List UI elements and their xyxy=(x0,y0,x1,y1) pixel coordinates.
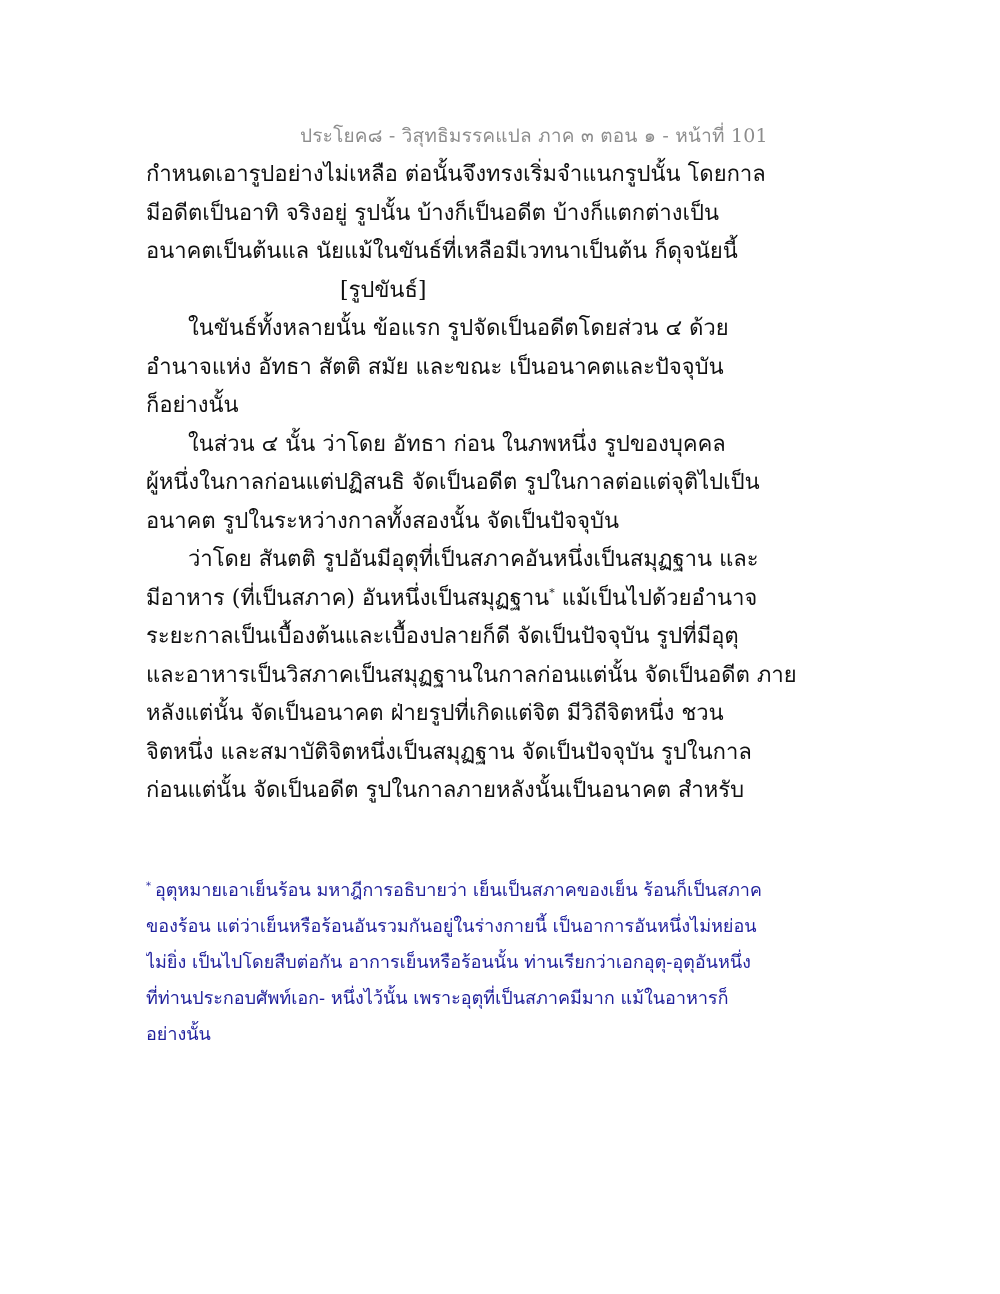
body-line: ก็อย่างนั้น xyxy=(146,393,239,418)
body-line: อนาคตเป็นต้นแล นัยแม้ในขันธ์ที่เหลือมีเวทนาเป็นต้น ก็ดุจนัยนี้ xyxy=(146,239,738,264)
body-line: ในขันธ์ทั้งหลายนั้น ข้อแรก รูปจัดเป็นอดีตโดยส่วน ๔ ด้วย xyxy=(188,316,729,341)
main-text xyxy=(146,156,866,811)
body-line: มีอดีตเป็นอาทิ จริงอยู่ รูปนั้น บ้างก็เป็นอดีต บ้างก็แตกต่างเป็น xyxy=(146,200,720,226)
body-line-text-continued: แม้เป็นไปด้วยอำนาจ xyxy=(554,585,758,611)
footnote-line-text: อุตุหมายเอาเย็นร้อน มหาฎีการอธิบายว่า เย็นเป็นสภาคของเย็น ร้อนก็เป็นสภาค xyxy=(155,880,762,901)
body-line: อนาคต รูปในระหว่างกาลทั้งสองนั้น จัดเป็นปัจจุบัน xyxy=(146,508,620,534)
body-line: อำนาจแห่ง อัทธา สัตติ สมัย และขณะ เป็นอนาคตและปัจจุบัน xyxy=(146,354,724,380)
body-line: หลังแต่นั้น จัดเป็นอนาคต ฝ่ายรูปที่เกิดแต่จิต มีวิถีจิตหนึ่ง ชวน xyxy=(146,701,724,726)
running-header: ประโยค๘ - วิสุทธิมรรคแปล ภาค ๓ ตอน ๑ - หน้าที่ 101 xyxy=(300,125,768,147)
body-line-text: มีอาหาร (ที่เป็นสภาค) อันหนึ่งเป็นสมุฏฐาน xyxy=(146,585,550,611)
body-line: กำหนดเอารูปอย่างไม่เหลือ ต่อนั้นจึงทรงเริ่มจำแนกรูปนั้น โดยกาล xyxy=(146,162,766,187)
footnote-block xyxy=(146,873,876,1053)
footnote-line: ไม่ยิ่ง เป็นไปโดยสืบต่อกัน อาการเย็นหรือร้อนนั้น ท่านเรียกว่าเอกอุตุ-อุตุอันหนึ่ง xyxy=(146,952,751,973)
body-line: ระยะกาลเป็นเบื้องต้นและเบื้องปลายก็ดี จัดเป็นปัจจุบัน รูปที่มีอุตุ xyxy=(146,624,739,649)
body-line: ก่อนแต่นั้น จัดเป็นอดีต รูปในกาลภายหลังนั้นเป็นอนาคต สำหรับ xyxy=(146,778,745,803)
footnote-reference[interactable]: * xyxy=(549,586,555,600)
body-line: และอาหารเป็นวิสภาคเป็นสมุฏฐานในกาลก่อนแต่นั้น จัดเป็นอดีต ภาย xyxy=(146,662,797,688)
footnote-line: ที่ท่านประกอบศัพท์เอก- หนึ่งไว้นั้น เพราะอุตุที่เป็นสภาคมีมาก แม้ในอาหารก็ xyxy=(146,988,729,1009)
section-heading: [รูปขันธ์] xyxy=(340,277,427,303)
footnote-marker: * xyxy=(146,881,151,892)
footnote-line: ของร้อน แต่ว่าเย็นหรือร้อนอันรวมกันอยู่ในร่างกายนี้ เป็นอาการอันหนึ่งไม่หย่อน xyxy=(146,916,757,937)
body-line: ในส่วน ๔ นั้น ว่าโดย อัทธา ก่อน ในภพหนึ่ง รูปของบุคคล xyxy=(188,431,726,457)
body-line-with-footnote-ref xyxy=(146,580,866,619)
body-line: ว่าโดย สันตติ รูปอันมีอุตุที่เป็นสภาคอันหนึ่งเป็นสมุฏฐาน และ xyxy=(188,547,759,572)
body-line: ผู้หนึ่งในกาลก่อนแต่ปฏิสนธิ จัดเป็นอดีต รูปในกาลต่อแต่จุติไปเป็น xyxy=(146,470,760,495)
footnote-line: อย่างนั้น xyxy=(146,1024,211,1045)
footnote-line xyxy=(146,873,876,909)
body-line: จิตหนึ่ง และสมาบัติจิตหนึ่งเป็นสมุฏฐาน จัดเป็นปัจจุบัน รูปในกาล xyxy=(146,739,752,765)
